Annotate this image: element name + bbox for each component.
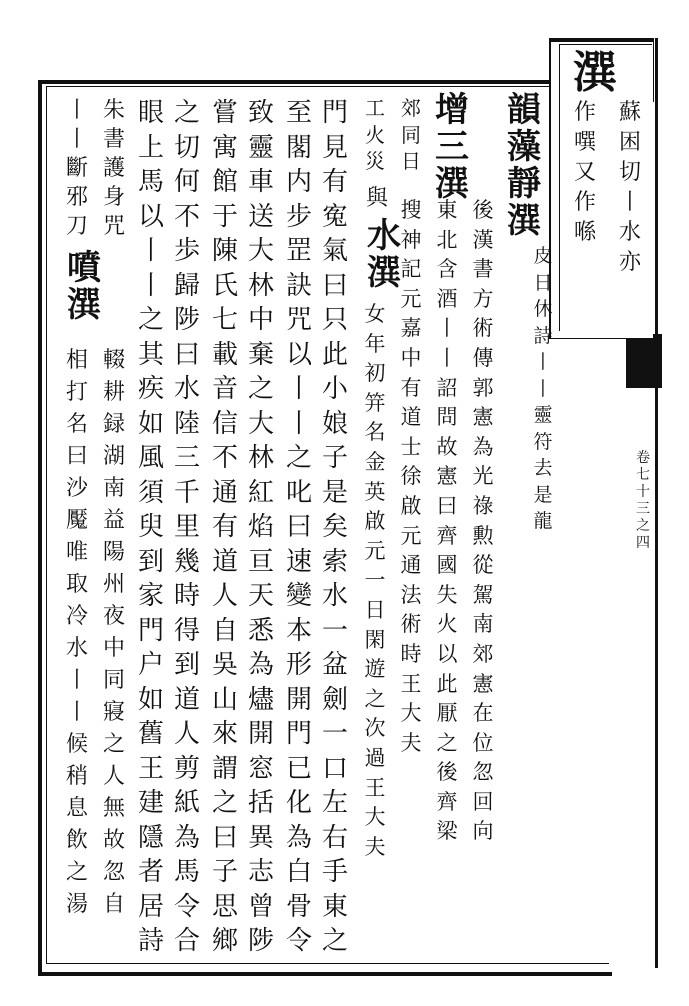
col1-note: 皮日休詩丨丨靈符去是龍 (533, 245, 553, 532)
col12-text: 丨丨斷邪刀 (65, 98, 88, 239)
col6-text: 至閣内步罡訣咒以丨丨之叱曰速變本形開門已化為白骨令 (286, 98, 313, 956)
col12-lower: 相打名曰沙魘唯取冷水丨丨候稍息飲之湯 (65, 348, 88, 917)
col3-lower: 搜神記元嘉中有道士徐啟元通法術時王大夫 (400, 198, 422, 755)
heading-zengsan: 增三潠 (435, 90, 469, 204)
entry-character: 潠 (573, 47, 617, 98)
heading-shui: 水潠 (367, 216, 401, 293)
fish-tail-band (626, 334, 662, 388)
col4-lower: 女年初笄名金英啟元一日閑遊之次過王大夫 (364, 302, 386, 859)
col11-lower: 輟耕録湖南益陽州夜中同寢之人無故忽自 (102, 348, 125, 917)
col8-text: 嘗寓館于陳氏七載音信不通有道人自吳山來謂之曰子思鄉 (212, 98, 239, 956)
entry-reading: 蘇困切丨水亦 (618, 100, 641, 275)
col3-top: 郊同日 (401, 96, 421, 173)
col10-text: 眼上馬以丨丨之其疾如風須臾到家門户如舊王建隱者居詩 (138, 98, 165, 956)
col2-text-right: 後漢書方術傳郭憲為光祿勲從駕南郊憲在位忽回向 (472, 198, 494, 844)
col5-text: 門見有寃氣曰只此小娘子是矣索水一盆劍一口左右手東之 (322, 98, 349, 956)
heading-penxun: 噴潠 (67, 248, 101, 325)
col7-text: 致靈車送大林中棄之大林紅焰亘天悉為燼開窓括異志曾陟 (248, 98, 275, 956)
margin-edge (655, 38, 658, 968)
col9-text: 之切何不歩歸陟曰水陸三千里幾時得到道人剪紙為馬令合 (174, 98, 201, 956)
volume-label: 卷七十三之四 (636, 450, 650, 551)
col11-text: 朱書護身咒 (102, 98, 125, 239)
heading-yunzao: 韻藻靜潠 (507, 90, 541, 241)
col3b-top: 工火災 (365, 96, 385, 173)
col2-text-left: 東北含酒丨丨詔問故憲曰齊國失火以此厭之後齊梁 (436, 198, 458, 844)
entry-variant: 作噀又作喺 (573, 100, 596, 245)
col4-pre: 與 (365, 186, 388, 211)
